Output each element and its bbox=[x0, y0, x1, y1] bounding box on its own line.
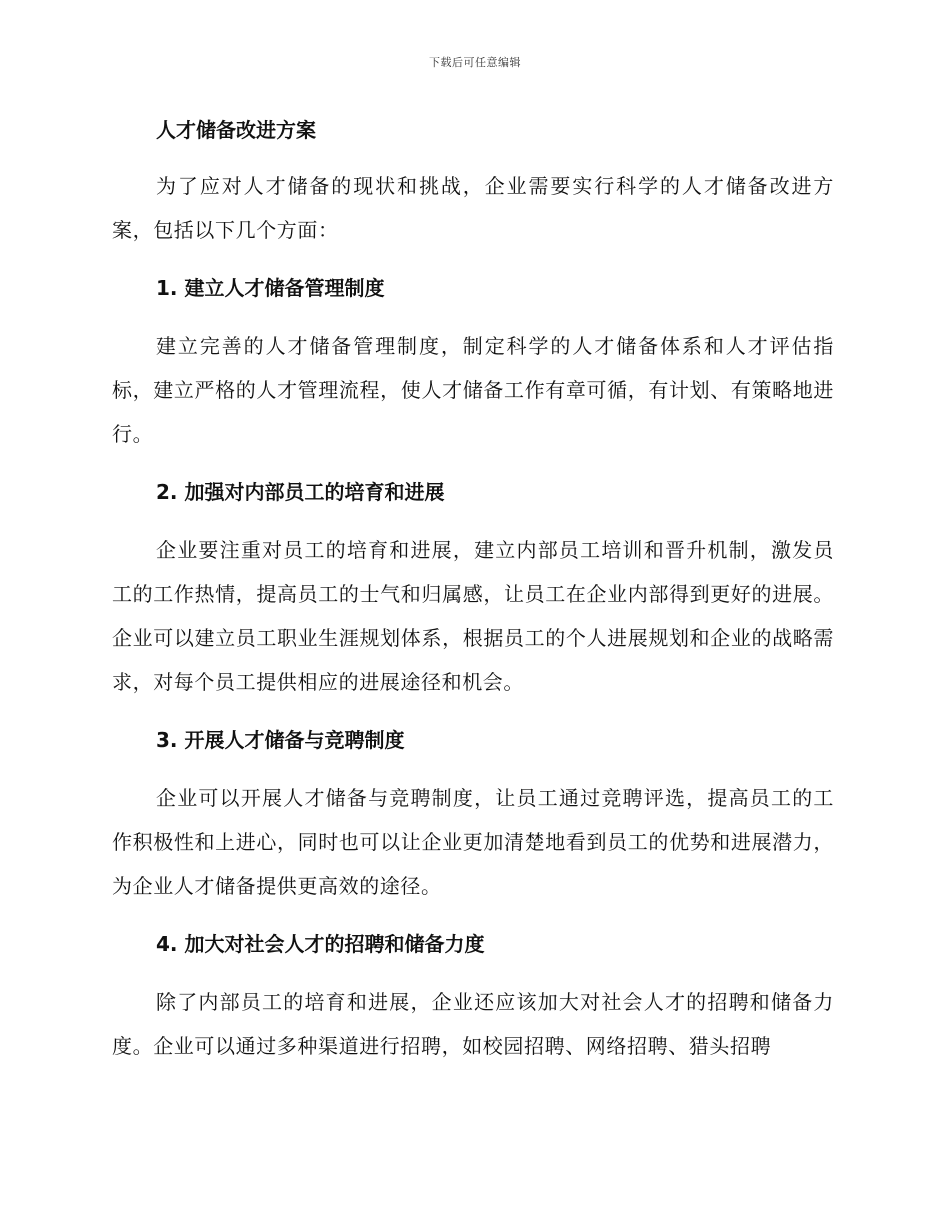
spacer bbox=[112, 762, 834, 776]
document-title: 人才储备改进方案 bbox=[156, 118, 316, 142]
header-note: 下载后可任意编辑 bbox=[429, 56, 521, 69]
document-body bbox=[112, 108, 834, 1068]
spacer bbox=[112, 152, 834, 164]
section-body-2: 企业要注重对员工的培育和进展，建立内部员工培训和晋升机制，激发员工的工作热情，提高员工的士气和归属感，让员工在企业内部得到更好的进展。企业可以建立员工职业生涯规划体系，根据员工的个人进展规划和企业的战略需求，对每个员工提供相应的进展途径和机会。 bbox=[112, 538, 834, 694]
spacer bbox=[112, 456, 834, 470]
section-body-3: 企业可以开展人才储备与竞聘制度，让员工通过竞聘评选，提高员工的工作积极性和上进心，同时也可以让企业更加清楚地看到员工的优势和进展潜力，为企业人才储备提供更高效的途径。 bbox=[112, 786, 834, 898]
spacer bbox=[112, 514, 834, 528]
section-body-4: 除了内部员工的培育和进展，企业还应该加大对社会人才的招聘和储备力度。企业可以通过多种渠道进行招聘，如校园招聘、网络招聘、猎头招聘 bbox=[112, 990, 834, 1058]
spacer bbox=[112, 310, 834, 324]
spacer bbox=[112, 704, 834, 718]
section-heading-4: 4. 加大对社会人才的招聘和储备力度 bbox=[156, 932, 485, 956]
intro-paragraph: 为了应对人才储备的现状和挑战，企业需要实行科学的人才储备改进方案，包括以下几个方面： bbox=[112, 174, 834, 242]
section-heading-2: 2. 加强对内部员工的培育和进展 bbox=[156, 480, 445, 504]
spacer bbox=[112, 252, 834, 266]
section-heading-1: 1. 建立人才储备管理制度 bbox=[156, 276, 385, 300]
section-body-1: 建立完善的人才储备管理制度，制定科学的人才储备体系和人才评估指标，建立严格的人才管理流程，使人才储备工作有章可循，有计划、有策略地进行。 bbox=[112, 334, 834, 446]
spacer bbox=[112, 908, 834, 922]
spacer bbox=[112, 966, 834, 980]
section-heading-3: 3. 开展人才储备与竞聘制度 bbox=[156, 728, 405, 752]
